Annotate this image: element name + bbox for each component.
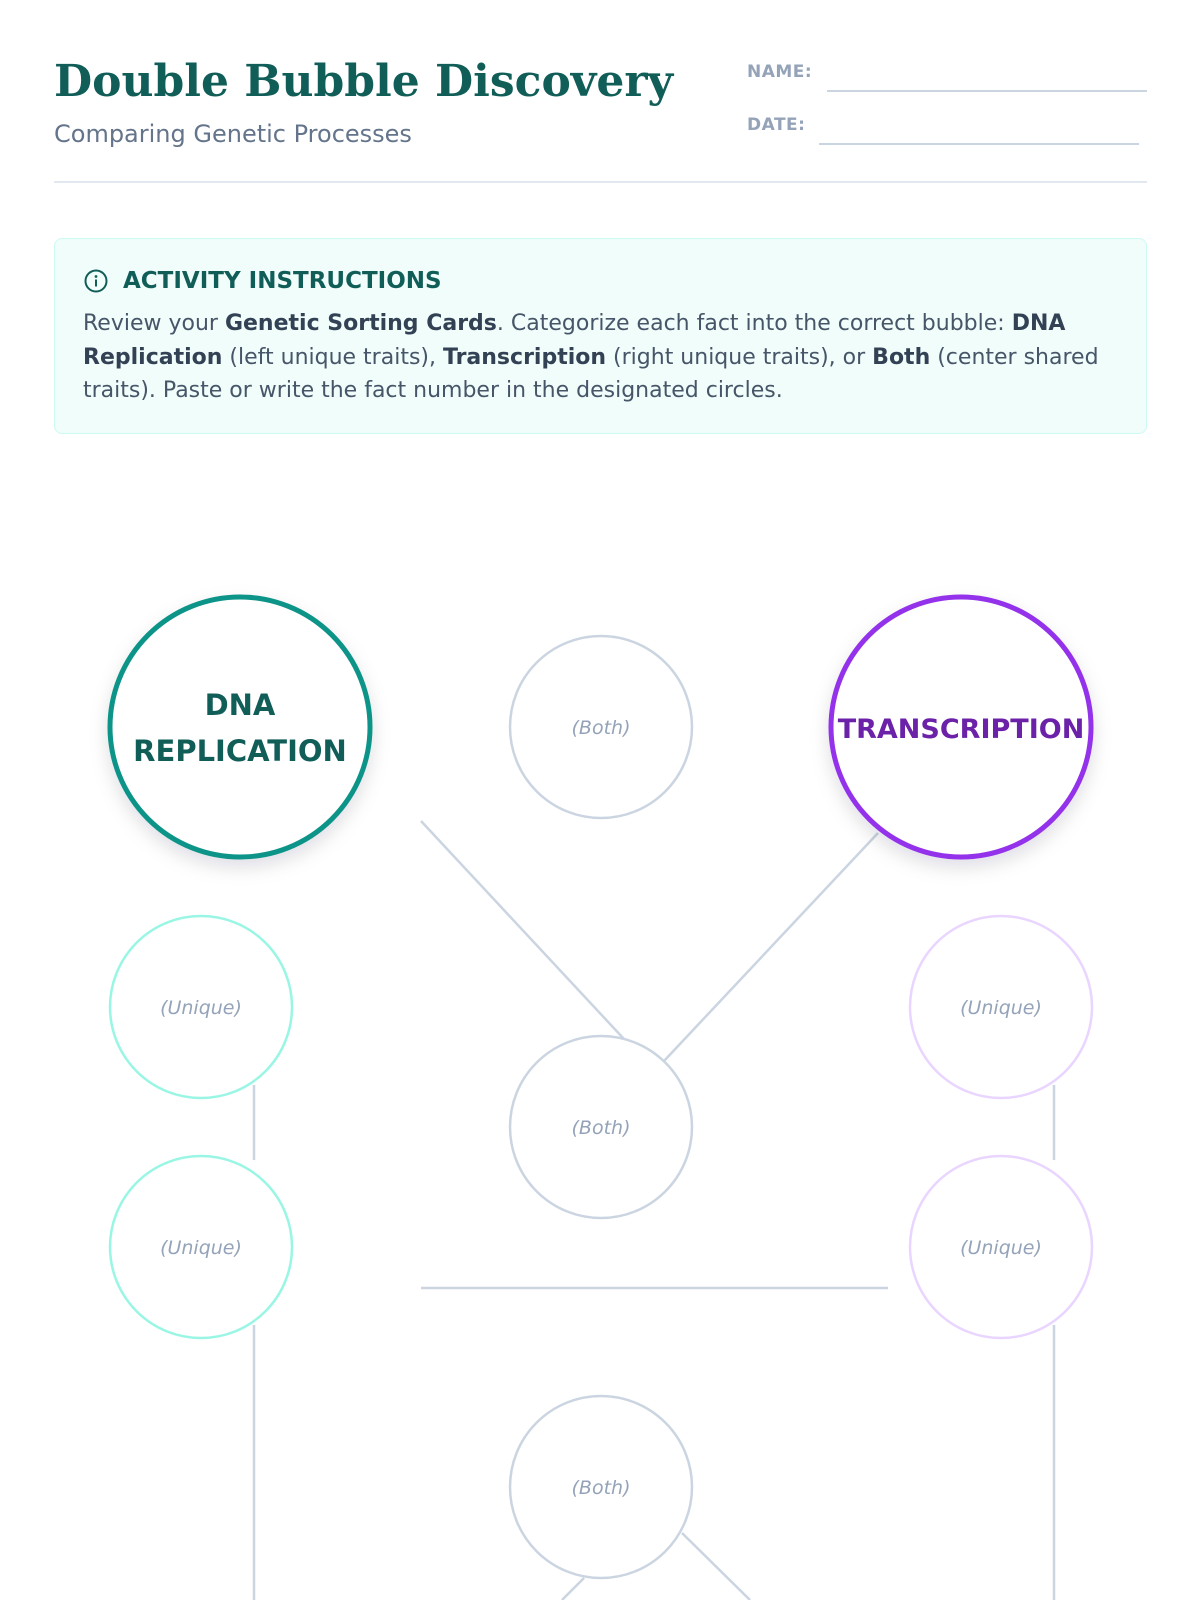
topic-label: REPLICATION	[133, 734, 347, 768]
instructions-text-run: (right unique traits), or	[606, 344, 873, 370]
instructions-emphasis: DNA Replication	[83, 311, 1066, 370]
placeholder-label: (Both)	[571, 1477, 631, 1499]
placeholder-label: (Unique)	[160, 1237, 242, 1259]
connector-line	[664, 833, 878, 1061]
instructions-text-run: (left unique traits),	[222, 344, 443, 370]
name-label: NAME:	[747, 62, 813, 82]
connector-line	[682, 1533, 750, 1600]
instructions-title: ACTIVITY INSTRUCTIONS	[123, 268, 442, 294]
connector-line	[562, 1578, 584, 1600]
instructions-text-run: . Categorize each fact into the correct bubble:	[496, 311, 1012, 336]
topic-bubble-dna-replication	[110, 597, 370, 857]
placeholder-label: (Unique)	[160, 997, 242, 1019]
placeholder-label: (Both)	[571, 1117, 631, 1139]
worksheet-title: Double Bubble Discovery	[54, 56, 674, 107]
placeholder-label: (Unique)	[960, 997, 1042, 1019]
worksheet-subtitle: Comparing Genetic Processes	[54, 120, 412, 148]
instructions-text-run: (center shared traits). Paste or write the fact number in the designated circles.	[83, 344, 1099, 403]
connector-line	[421, 821, 624, 1039]
topic-label: DNA	[204, 688, 276, 722]
instructions-emphasis: Transcription	[442, 344, 607, 370]
topic-label: TRANSCRIPTION	[837, 714, 1085, 745]
instructions-emphasis: Genetic Sorting Cards	[224, 311, 497, 336]
placeholder-label: (Both)	[571, 717, 631, 739]
date-label: DATE:	[747, 115, 806, 135]
instructions-text-run: Review your	[83, 311, 225, 336]
placeholder-label: (Unique)	[960, 1237, 1042, 1259]
instructions-emphasis: Both	[872, 344, 931, 370]
